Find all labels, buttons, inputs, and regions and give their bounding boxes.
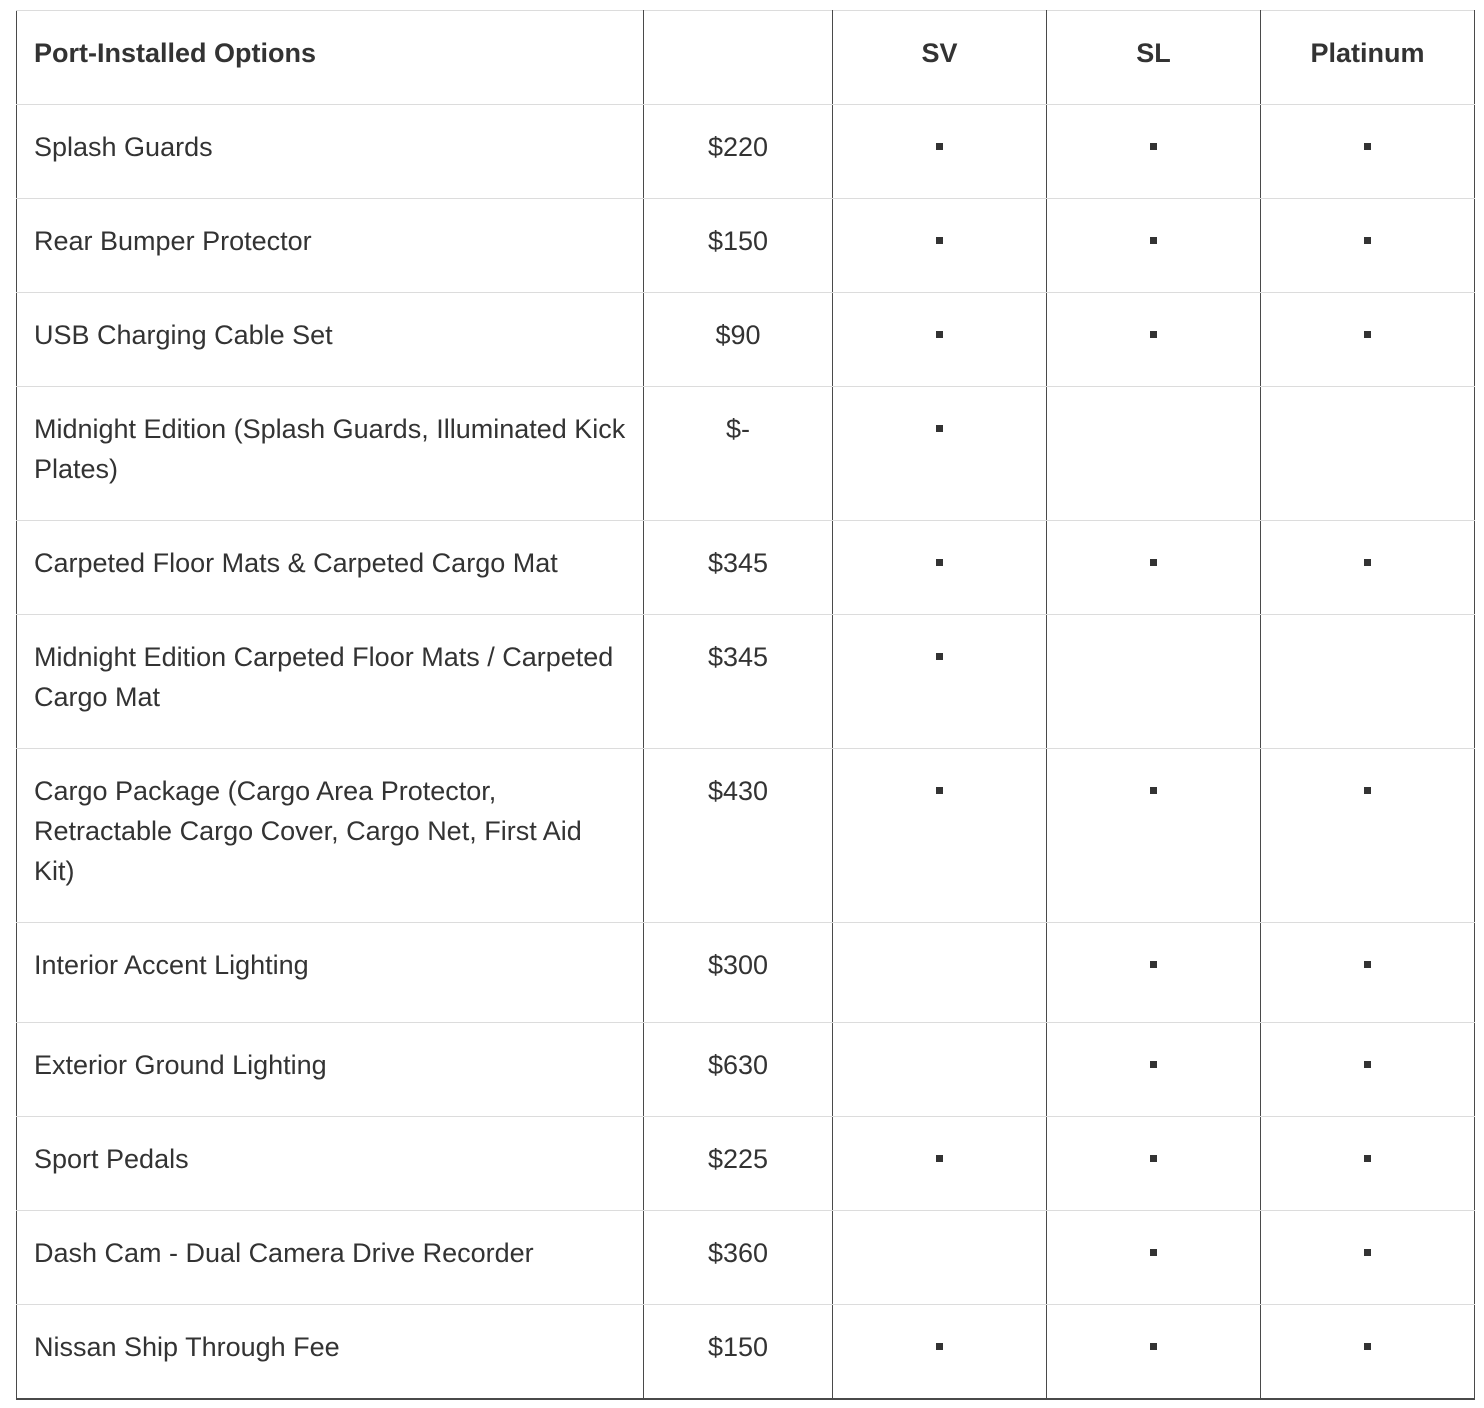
platinum-cell [1261, 923, 1475, 1023]
included-bullet-icon [1150, 1343, 1157, 1350]
included-bullet-icon [1364, 237, 1371, 244]
header-sv: SV [833, 11, 1047, 105]
port-installed-options-table [16, 10, 1475, 1400]
sv-cell [833, 615, 1047, 749]
included-bullet-icon [936, 237, 943, 244]
sl-cell [1047, 1211, 1261, 1305]
included-bullet-icon [936, 559, 943, 566]
option-name-cell: Sport Pedals [17, 1117, 644, 1211]
price-cell: $630 [644, 1023, 833, 1117]
option-name-cell: USB Charging Cable Set [17, 293, 644, 387]
included-bullet-icon [1364, 143, 1371, 150]
table-row [17, 615, 1475, 749]
included-bullet-icon [936, 425, 943, 432]
sl-cell [1047, 1305, 1261, 1400]
option-name-cell: Dash Cam - Dual Camera Drive Recorder [17, 1211, 644, 1305]
included-bullet-icon [936, 653, 943, 660]
price-cell: $300 [644, 923, 833, 1023]
included-bullet-icon [1150, 143, 1157, 150]
sl-cell [1047, 387, 1261, 521]
platinum-cell [1261, 1023, 1475, 1117]
sv-cell [833, 923, 1047, 1023]
option-name-cell: Rear Bumper Protector [17, 199, 644, 293]
table-row [17, 105, 1475, 199]
included-bullet-icon [936, 331, 943, 338]
price-cell: $360 [644, 1211, 833, 1305]
included-bullet-icon [1364, 787, 1371, 794]
price-cell: $90 [644, 293, 833, 387]
platinum-cell [1261, 749, 1475, 923]
included-bullet-icon [1150, 237, 1157, 244]
sl-cell [1047, 199, 1261, 293]
option-name-cell: Carpeted Floor Mats & Carpeted Cargo Mat [17, 521, 644, 615]
included-bullet-icon [1150, 1155, 1157, 1162]
included-bullet-icon [1364, 331, 1371, 338]
included-bullet-icon [936, 1155, 943, 1162]
sl-cell [1047, 923, 1261, 1023]
platinum-cell [1261, 387, 1475, 521]
table-row [17, 1211, 1475, 1305]
included-bullet-icon [1150, 559, 1157, 566]
price-cell: $220 [644, 105, 833, 199]
table-row [17, 923, 1475, 1023]
option-name-cell: Cargo Package (Cargo Area Protector, Retractable Cargo Cover, Cargo Net, First Aid Kit) [17, 749, 644, 923]
header-sl: SL [1047, 11, 1261, 105]
included-bullet-icon [1364, 1343, 1371, 1350]
sv-cell [833, 105, 1047, 199]
included-bullet-icon [1364, 1155, 1371, 1162]
price-cell: $150 [644, 199, 833, 293]
sl-cell [1047, 1023, 1261, 1117]
header-options: Port-Installed Options [17, 11, 644, 105]
sv-cell [833, 749, 1047, 923]
header-price [644, 11, 833, 105]
included-bullet-icon [1364, 559, 1371, 566]
price-cell: $430 [644, 749, 833, 923]
sv-cell [833, 293, 1047, 387]
table-row [17, 387, 1475, 521]
price-cell: $- [644, 387, 833, 521]
included-bullet-icon [1150, 1061, 1157, 1068]
included-bullet-icon [1150, 331, 1157, 338]
option-name-cell: Midnight Edition Carpeted Floor Mats / Carpeted Cargo Mat [17, 615, 644, 749]
sv-cell [833, 199, 1047, 293]
included-bullet-icon [1364, 961, 1371, 968]
option-name-cell: Exterior Ground Lighting [17, 1023, 644, 1117]
price-cell: $225 [644, 1117, 833, 1211]
table-row [17, 1305, 1475, 1400]
platinum-cell [1261, 615, 1475, 749]
table-row [17, 1117, 1475, 1211]
included-bullet-icon [1364, 1061, 1371, 1068]
table-row [17, 199, 1475, 293]
sl-cell [1047, 749, 1261, 923]
header-platinum: Platinum [1261, 11, 1475, 105]
sv-cell [833, 1305, 1047, 1400]
price-cell: $345 [644, 615, 833, 749]
platinum-cell [1261, 199, 1475, 293]
included-bullet-icon [936, 787, 943, 794]
platinum-cell [1261, 1211, 1475, 1305]
table-row [17, 293, 1475, 387]
price-cell: $345 [644, 521, 833, 615]
included-bullet-icon [1150, 961, 1157, 968]
option-name-cell: Midnight Edition (Splash Guards, Illuminated Kick Plates) [17, 387, 644, 521]
included-bullet-icon [1150, 1249, 1157, 1256]
included-bullet-icon [936, 143, 943, 150]
option-name-cell: Nissan Ship Through Fee [17, 1305, 644, 1400]
sl-cell [1047, 293, 1261, 387]
platinum-cell [1261, 105, 1475, 199]
platinum-cell [1261, 521, 1475, 615]
sv-cell [833, 1117, 1047, 1211]
price-cell: $150 [644, 1305, 833, 1400]
sv-cell [833, 1023, 1047, 1117]
sl-cell [1047, 1117, 1261, 1211]
platinum-cell [1261, 1305, 1475, 1400]
sl-cell [1047, 521, 1261, 615]
sl-cell [1047, 105, 1261, 199]
included-bullet-icon [1150, 787, 1157, 794]
included-bullet-icon [936, 1343, 943, 1350]
table-row [17, 749, 1475, 923]
table-row [17, 521, 1475, 615]
option-name-cell: Splash Guards [17, 105, 644, 199]
table-header-row [17, 11, 1475, 105]
table-row [17, 1023, 1475, 1117]
sv-cell [833, 387, 1047, 521]
platinum-cell [1261, 1117, 1475, 1211]
sv-cell [833, 521, 1047, 615]
sv-cell [833, 1211, 1047, 1305]
included-bullet-icon [1364, 1249, 1371, 1256]
sl-cell [1047, 615, 1261, 749]
option-name-cell: Interior Accent Lighting [17, 923, 644, 1023]
platinum-cell [1261, 293, 1475, 387]
